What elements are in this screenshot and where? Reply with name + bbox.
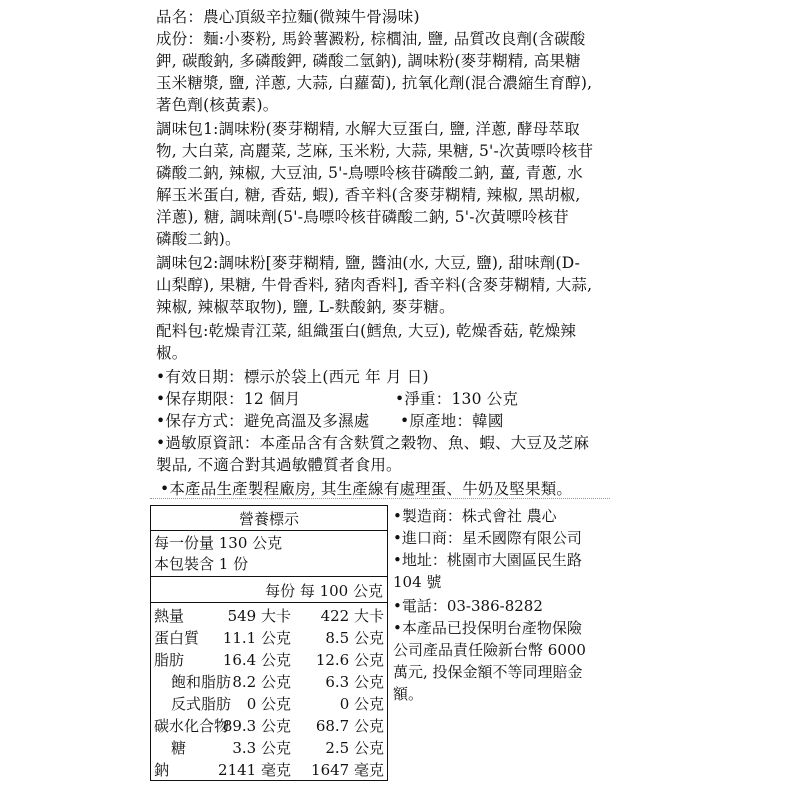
per-serving-value: 3.3 公克 xyxy=(232,739,291,757)
per-100g-value: 0 公克 xyxy=(339,695,384,713)
nutrient-label: 碳水化合物 xyxy=(154,717,230,735)
per-serving-value: 0 公克 xyxy=(246,695,291,713)
table-divider xyxy=(151,576,387,577)
section-divider xyxy=(150,498,610,499)
serving-size: 每一份量 130 公克 xyxy=(154,534,283,552)
seasoning-1-line: 物, 大白菜, 高麗菜, 芝麻, 玉米粉, 大蒜, 果糖, 5'-次黃嘌呤核苷 xyxy=(156,142,594,160)
per-serving-value: 2141 毫克 xyxy=(218,761,291,779)
ingredients-line: 鉀, 碳酸鈉, 多磷酸鉀, 磷酸二氫鈉), 調味粉(麥芽糊精, 高果糖 xyxy=(156,52,581,70)
per-serving-value: 8.2 公克 xyxy=(232,673,291,691)
importer: •進口商：星禾國際有限公司 xyxy=(393,529,582,547)
ingredients-line: 玉米糖漿, 鹽, 洋蔥, 大蒜, 白蘿蔔), 抗氧化劑(混合濃縮生育醇), xyxy=(156,74,593,92)
seasoning-2-line: 山梨醇), 果糖, 牛骨香料, 豬肉香料], 香辛料(含麥芽糊精, 大蒜, xyxy=(156,276,593,294)
phone: •電話：03-386-8282 xyxy=(393,597,543,615)
address: 104 號 xyxy=(393,573,442,591)
per-serving-value: 89.3 公克 xyxy=(222,717,291,735)
table-divider xyxy=(151,530,387,531)
nutrition-table xyxy=(150,505,388,781)
address: •地址：桃園市大園區民生路 xyxy=(393,551,582,569)
per-serving-value: 549 大卡 xyxy=(227,607,291,625)
per-100g-value: 2.5 公克 xyxy=(325,739,384,757)
ingredients-line: 著色劑(核黃素)。 xyxy=(156,96,279,114)
nutrient-label: 熱量 xyxy=(154,607,185,625)
seasoning-1-line: 磷酸二鈉)。 xyxy=(156,230,241,248)
nutrient-label: 反式脂肪 xyxy=(171,695,232,713)
facility-note: •本產品生產製程廠房, 其生產線有處理蛋、牛奶及堅果類。 xyxy=(160,480,573,498)
per-serving-value: 11.1 公克 xyxy=(222,629,291,647)
insurance-note: 公司產品責任險新台幣 6000 xyxy=(393,641,586,659)
net-weight: •淨重：130 公克 xyxy=(395,390,519,408)
seasoning-1-line: 調味包1:調味粉(麥芽糊精, 水解大豆蛋白, 鹽, 洋蔥, 酵母萃取 xyxy=(156,120,580,138)
garnish-line: 椒。 xyxy=(156,344,188,362)
seasoning-1-line: 解玉米蛋白, 糖, 香菇, 蝦), 香辛料(含麥芽糊精, 辣椒, 黑胡椒, xyxy=(156,186,581,204)
manufacturer: •製造商：株式會社 農心 xyxy=(393,507,557,525)
insurance-note: 萬元, 投保金額不等同理賠金 xyxy=(393,663,583,681)
nutrient-label: 飽和脂肪 xyxy=(171,673,232,691)
per-100g-value: 6.3 公克 xyxy=(325,673,384,691)
seasoning-2-line: 調味包2:調味粉[麥芽糊精, 鹽, 醬油(水, 大豆, 鹽), 甜味劑(D- xyxy=(156,254,581,272)
column-header: 每份 每 100 公克 xyxy=(265,582,383,600)
ingredients-line: 成份：麵:小麥粉, 馬鈴薯澱粉, 棕櫚油, 鹽, 品質改良劑(含碳酸 xyxy=(156,30,586,48)
table-divider xyxy=(151,602,387,603)
storage: •保存方式：避免高溫及多濕處 xyxy=(156,412,370,430)
seasoning-2-line: 辣椒, 辣椒萃取物), 鹽, L-麩酸鈉, 麥芽糖。 xyxy=(156,298,455,316)
seasoning-1-line: 磷酸二鈉, 辣椒, 大豆油, 5'-鳥嘌呤核苷磷酸二鈉, 薑, 青蔥, 水 xyxy=(156,164,583,182)
per-100g-value: 68.7 公克 xyxy=(315,717,384,735)
insurance-note: 額。 xyxy=(393,685,424,703)
garnish-line: 配料包:乾燥青江菜, 組織蛋白(鱈魚, 大豆), 乾燥香菇, 乾燥辣 xyxy=(156,322,577,340)
nutrient-label: 糖 xyxy=(171,739,187,757)
allergen-info: 製品, 不適合對其過敏體質者食用。 xyxy=(156,456,402,474)
servings-per-pack: 本包裝含 1 份 xyxy=(154,555,249,573)
nutrient-label: 脂肪 xyxy=(154,651,185,669)
per-100g-value: 422 大卡 xyxy=(320,607,384,625)
expiry-date: •有效日期：標示於袋上(西元 年 月 日) xyxy=(156,368,429,386)
per-100g-value: 1647 毫克 xyxy=(311,761,384,779)
nutrient-label: 蛋白質 xyxy=(154,629,200,647)
per-100g-value: 12.6 公克 xyxy=(315,651,384,669)
shelf-life: •保存期限：12 個月 xyxy=(156,390,301,408)
origin: •原產地：韓國 xyxy=(400,412,504,430)
product-name: 品名：農心頂級辛拉麵(微辣牛骨湯味) xyxy=(156,8,420,26)
allergen-info: •過敏原資訊：本產品含有含麩質之穀物、魚、蝦、大豆及芝麻 xyxy=(156,434,590,452)
seasoning-1-line: 洋蔥), 糖, 調味劑(5'-鳥嘌呤核苷磷酸二鈉, 5'-次黃嘌呤核苷 xyxy=(156,208,569,226)
nutrient-label: 鈉 xyxy=(154,761,170,779)
insurance-note: •本產品已投保明台產物保險 xyxy=(393,619,582,637)
per-100g-value: 8.5 公克 xyxy=(325,629,384,647)
per-serving-value: 16.4 公克 xyxy=(222,651,291,669)
nutrition-title: 營養標示 xyxy=(238,510,299,528)
